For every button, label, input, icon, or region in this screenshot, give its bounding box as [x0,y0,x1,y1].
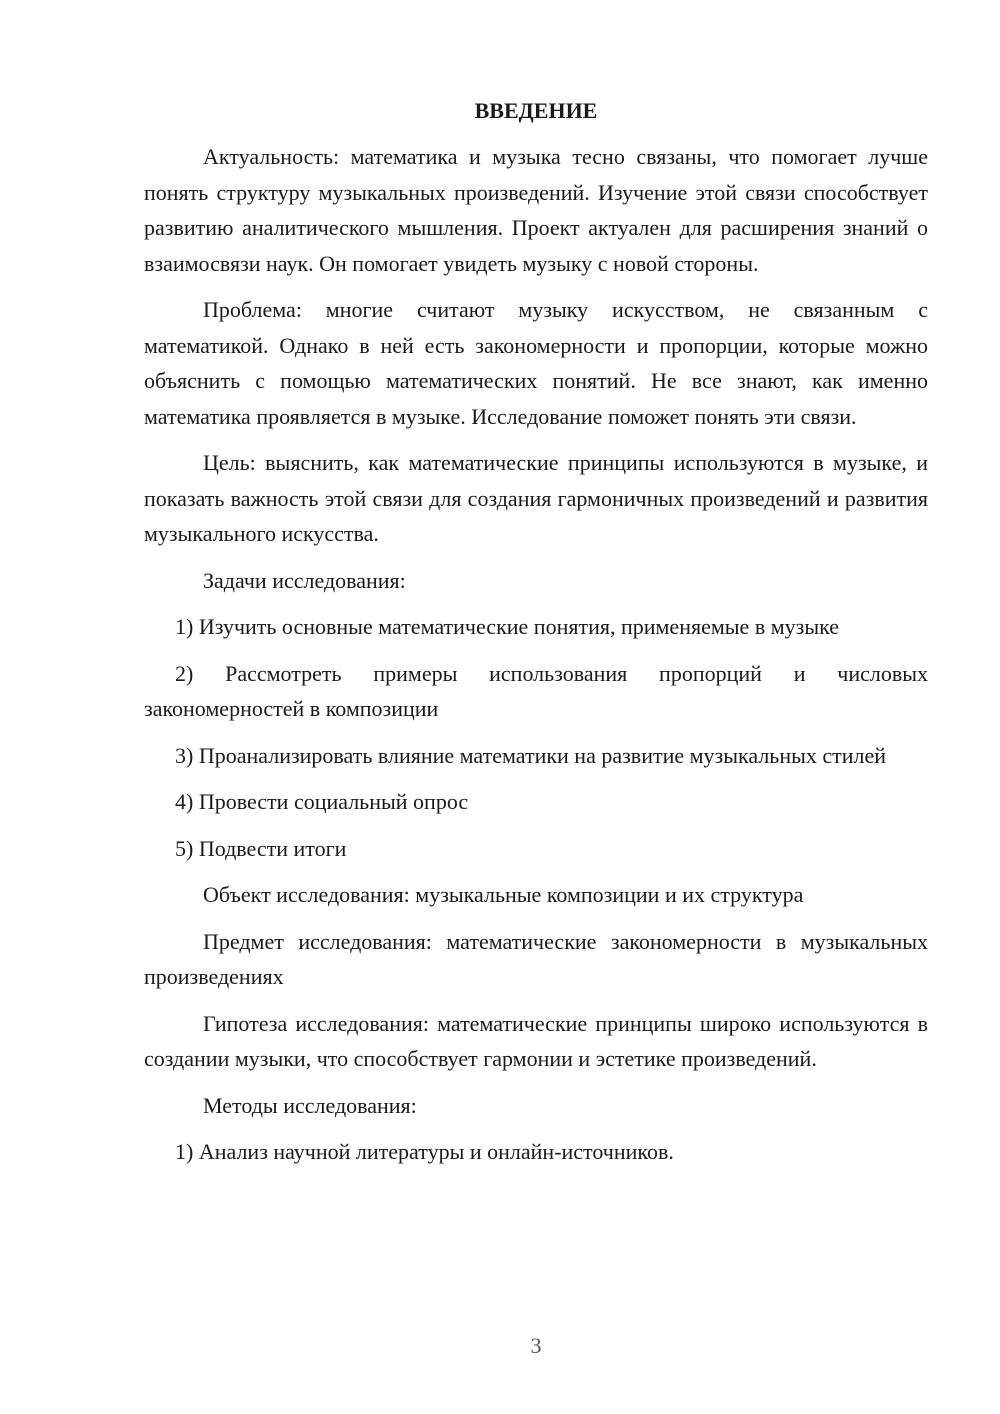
hypothesis-paragraph: Гипотеза исследования: математические принципы широко используются в создании музыки, что способствует гармонии и эстетике произведений. [144,1010,928,1071]
page-title: ВВЕДЕНИЕ [474,98,598,123]
relevance-paragraph: Актуальность: математика и музыка тесно связаны, что помогает лучше понять структуру музыкальных произведений. Изучение этой связи способствует развитию аналитического мышления. Проект актуален для расширения знаний о взаимосвязи наук. Он помогает увидеть музыку с новой стороны. [144,144,928,276]
task-item-1: 1) Изучить основные математические понятия, применяемые в музыке [175,614,840,639]
task-item-2: 2) Рассмотреть примеры использования пропорций и числовых закономерностей в композиции [144,660,928,721]
task-item-3: 3) Проанализировать влияние математики на развитие музыкальных стилей [175,742,887,768]
page-number: 3 [530,1333,542,1358]
problem-paragraph: Проблема: многие считают музыку искусством, не связанным с математикой. Однако в ней есть закономерности и пропорции, которые можно объяснить с помощью математических понятий. Не все знают, как именно математика проявляется в музыке. Исследование поможет понять эти связи. [144,297,928,429]
tasks-heading: Задачи исследования: [203,567,406,593]
task-item-4: 4) Провести социальный опрос [175,789,469,814]
subject-paragraph: Предмет исследования: математические закономерности в музыкальных произведениях [144,928,928,989]
method-item-1: 1) Анализ научной литературы и онлайн-источников. [175,1139,674,1164]
object-paragraph: Объект исследования: музыкальные композиции и их структура [203,882,804,907]
methods-heading: Методы исследования: [203,1092,417,1118]
task-item-5: 5) Подвести итоги [175,835,347,861]
page-content [144,93,928,1170]
goal-paragraph: Цель: выяснить, как математические принципы используются в музыке, и показать важность этой связи для создания гармоничных произведений и развития музыкального искусства. [144,450,928,546]
